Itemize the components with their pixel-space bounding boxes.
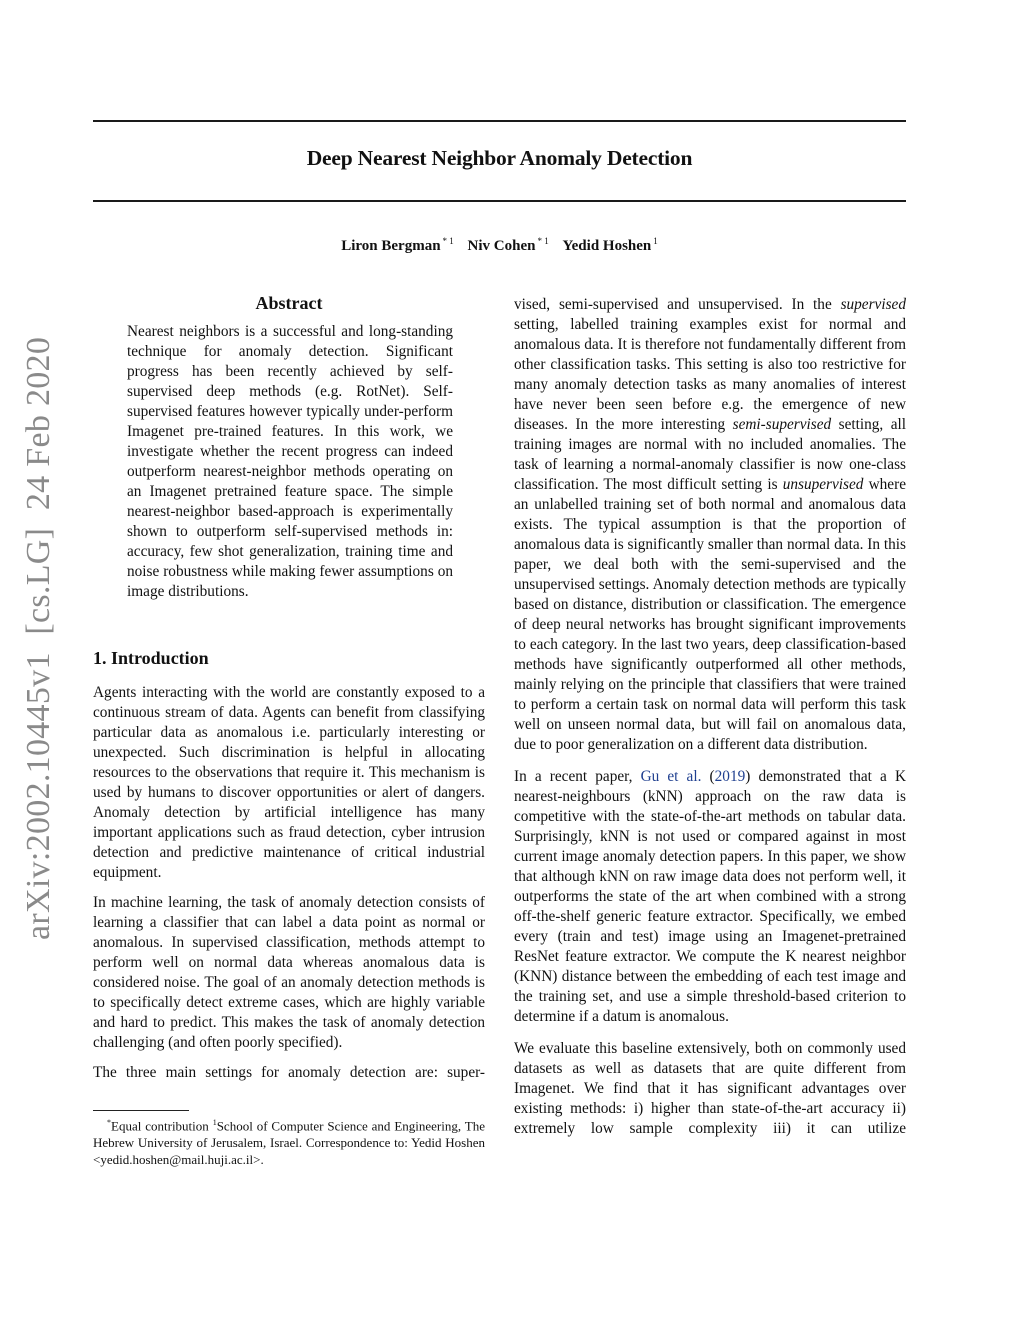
intro-paragraph-5: We evaluate this baseline extensively, both on commonly used datasets as well as datasets that are quite different from Imagenet. We find that it has significant advantages over existing methods: i) higher than state-of-the-art accuracy ii) extremely low sample complexity iii) it can utilize — [514, 1040, 906, 1137]
citation-link-gu-year[interactable]: 2019 — [714, 768, 746, 785]
text-run: In a recent paper, — [514, 768, 641, 785]
text-run: ( — [701, 768, 715, 785]
footnote-text: Equal contribution — [111, 1118, 213, 1134]
author-name: Yedid Hoshen — [562, 238, 652, 254]
footnote-text: School of Computer Science and Engineering, The Hebrew University of Jerusalem, Israel. Correspondence to: Yedid Hoshen <yedid.hoshen@mail.huji.ac.il>. — [93, 1118, 485, 1168]
footnote-mark: 1 — [212, 1118, 217, 1127]
author-name: Liron Bergman — [341, 238, 441, 254]
footnote-mark: * — [107, 1118, 111, 1127]
author-name: Niv Cohen — [467, 238, 536, 254]
arxiv-stamp: arXiv:2002.10445v1 [cs.LG] 24 Feb 2020 — [20, 336, 57, 940]
section-heading-introduction: 1. Introduction — [93, 648, 209, 668]
emphasis: semi-supervised — [732, 416, 832, 433]
text-run: where an unlabelled training set of both normal and anomalous data exists. The typical assumption is that the proportion of anomalous data is significantly smaller than normal data. In this paper, we deal both with the semi-supervised and the unsupervised settings. Anomaly detection methods are typically based on distance, distribution or classification. The emergence of deep neural networks has brought significant improvements to each category. In the last two years, deep classification-based methods have significantly outperformed all other methods, mainly relying on the principle that classifiers that were trained to perform a certain task on normal data will perform this task well on unseen normal data, but will fail on anomalous data, due to poor generalization on a different data distribution. — [514, 476, 906, 753]
author-list — [93, 236, 906, 255]
intro-paragraph-2: In machine learning, the task of anomaly detection consists of learning a classifier that can label a data point as normal or anomalous. In supervised classification, methods attempt to perform well on normal data whereas anomalous data is considered noise. The goal of an anomaly detection methods is to specifically detect extreme cases, which are highly variable and hard to predict. This makes the task of anomaly detection challenging (and often poorly specified). — [93, 894, 485, 1051]
paper-title: Deep Nearest Neighbor Anomaly Detection — [306, 146, 693, 170]
text-run: ) demonstrated that a K nearest-neighbours (kNN) approach on the raw data is competitive with the state-of-the-art methods on tabular data. Surprisingly, kNN is not used or compared against in most current image anomaly detection papers. In this paper, we show that although kNN on raw image data does not perform well, it outperforms the state of the art when combined with a strong off-the-shelf generic feature extractor. Specifically, we embed every (train and test) image using an Imagenet-pretrained ResNet feature extractor. We compute the K nearest neighbor (KNN) distance between the embedding of each test image and the training set, and use a simple threshold-based criterion to determine if a datum is anomalous. — [514, 768, 907, 1025]
affiliation-mark: 1 — [653, 236, 658, 246]
emphasis: supervised — [840, 296, 906, 313]
intro-paragraph-3-continued — [514, 295, 906, 755]
title-top-rule — [93, 120, 906, 122]
affiliation-mark: * 1 — [442, 236, 454, 246]
author — [562, 238, 657, 254]
footnote-rule — [93, 1110, 189, 1111]
left-column — [93, 292, 485, 1083]
text-run: setting, labelled training examples exist for normal and anomalous data. It is therefore not fundamentally different from other classification tasks. This setting is also too restrictive for many anomaly detection tasks as many anomalies of interest have never been seen before e.g. the emergence of new diseases. In the more interesting — [514, 316, 906, 433]
intro-paragraph-3-start: The three main settings for anomaly detection are: super- — [93, 1064, 485, 1081]
right-column — [514, 295, 906, 1139]
text-run: vised, semi-supervised and unsupervised. In the — [514, 296, 841, 313]
title-bottom-rule — [93, 200, 906, 202]
intro-paragraph-4 — [514, 767, 906, 1027]
footnote — [93, 1114, 485, 1168]
author — [341, 238, 454, 254]
citation-link-gu-authors[interactable]: Gu et al. — [640, 768, 702, 785]
affiliation-mark: * 1 — [537, 236, 549, 246]
emphasis: unsupervised — [782, 476, 864, 493]
abstract-text: Nearest neighbors is a successful and long-standing technique for anomaly detection. Significant progress has been recently achieved by self-supervised deep methods (e.g. RotNet). Self-supervised features however typically under-perform Imagenet pre-trained features. In this work, we investigate whether the recent progress can indeed outperform nearest-neighbor methods operating on an Imagenet pretrained feature space. The simple nearest-neighbor based-approach is experimentally shown to outperform self-supervised methods in: accuracy, few shot generalization, training time and noise robustness while making fewer assumptions on image distributions. — [127, 323, 453, 600]
author — [468, 238, 549, 254]
text-run: setting, all training images are normal with no included anomalies. The task of learning a normal-anomaly classifier is now one-class classification. The most difficult setting is — [514, 416, 906, 493]
intro-paragraph-1: Agents interacting with the world are constantly exposed to a continuous stream of data. Agents can benefit from classifying particular data as anomalous i.e. particularly interesting or unexpected. Such discrimination is helpful in allocating resources to the observations that require it. This mechanism is used by humans to discover opportunities or alert of dangers. Anomaly detection by artificial intelligence has many important applications such as fraud detection, cyber intrusion detection and predictive maintenance of critical industrial equipment. — [93, 684, 485, 881]
abstract-heading: Abstract — [255, 293, 323, 313]
